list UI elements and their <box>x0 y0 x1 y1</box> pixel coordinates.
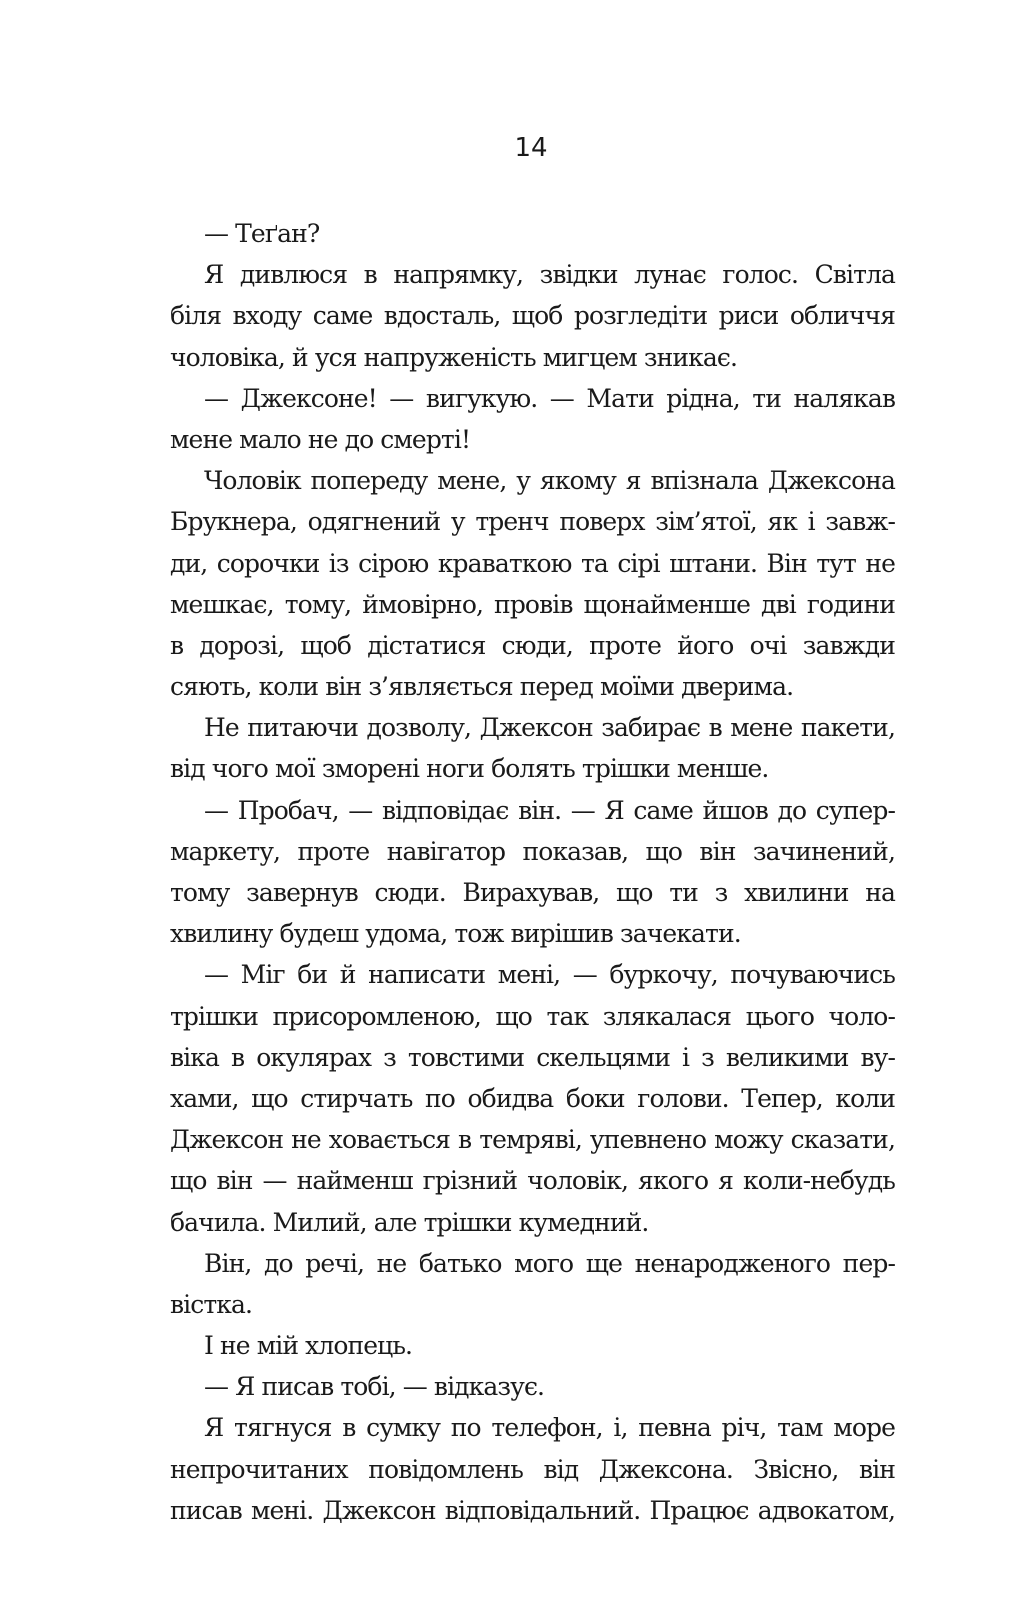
text-line: Він, до речі, не батько мого ще ненародженого пер- <box>204 1248 895 1278</box>
text-line: трішки присоромленою, що так злякалася цього чоло- <box>170 1001 895 1031</box>
text-line: — Пробач, — відповідає він. — Я саме йшов до супер- <box>204 795 895 825</box>
text-line: Я тягнуся в сумку по телефон, і, певна річ, там море <box>204 1413 895 1443</box>
text-line: Брукнера, одягнений у тренч поверх зім’ятої, як і завж- <box>170 507 895 537</box>
text-line: хами, що стирчать по обидва боки голови. Тепер, коли <box>170 1083 895 1113</box>
text-line: чоловіка, й уся напруженість мигцем зникає. <box>170 342 738 372</box>
page-body-text <box>170 213 895 1531</box>
text-line: віка в окулярах з товстими скельцями і з великими ву- <box>170 1042 895 1072</box>
text-line: непрочитаних повідомлень від Джексона. Звісно, він <box>170 1454 895 1484</box>
text-line: І не мій хлопець. <box>204 1331 413 1361</box>
text-line: — Я писав тобі, — відказує. <box>204 1372 545 1402</box>
text-line: Я дивлюся в напрямку, звідки лунає голос. Світла <box>204 260 895 290</box>
text-line: хвилину будеш удома, тож вирішив зачекати. <box>170 919 741 949</box>
text-line: що він — найменш грізний чоловік, якого я коли-небудь <box>170 1166 895 1196</box>
text-line: тому завернув сюди. Вирахував, що ти з хвилини на <box>170 878 895 907</box>
text-line: мешкає, тому, ймовірно, провів щонайменше дві години <box>170 589 895 619</box>
text-line: в дорозі, щоб дістатися сюди, проте його очі завжди <box>170 630 895 660</box>
text-line: — Теґан? <box>204 219 320 248</box>
text-line: від чого мої зморені ноги болять трішки менше. <box>170 754 769 784</box>
page-number: 14 <box>514 133 548 163</box>
text-line: писав мені. Джексон відповідальний. Працює адвокатом, <box>170 1495 895 1525</box>
text-line: біля входу саме вдосталь, щоб розгледіти риси обличчя <box>170 301 895 331</box>
text-line: — Джексоне! — вигукую. — Мати рідна, ти налякав <box>204 383 895 413</box>
text-line: Джексон не ховається в темряві, упевнено можу сказати, <box>170 1125 895 1155</box>
text-line: ди, сорочки із сірою краваткою та сірі штани. Він тут не <box>170 548 895 578</box>
text-line: сяють, коли він з’являється перед моїми дверима. <box>170 672 794 702</box>
text-line: Не питаючи дозволу, Джексон забирає в мене пакети, <box>204 713 895 743</box>
text-line: вістка. <box>170 1289 253 1319</box>
text-line: маркету, проте навігатор показав, що він зачинений, <box>170 836 895 866</box>
text-line: бачила. Милий, але трішки кумедний. <box>170 1207 649 1237</box>
text-line: мене мало не до смерті! <box>170 424 471 454</box>
text-line: Чоловік попереду мене, у якому я впізнала Джексона <box>204 466 895 496</box>
text-line: — Міг би й написати мені, — буркочу, почуваючись <box>204 960 895 990</box>
